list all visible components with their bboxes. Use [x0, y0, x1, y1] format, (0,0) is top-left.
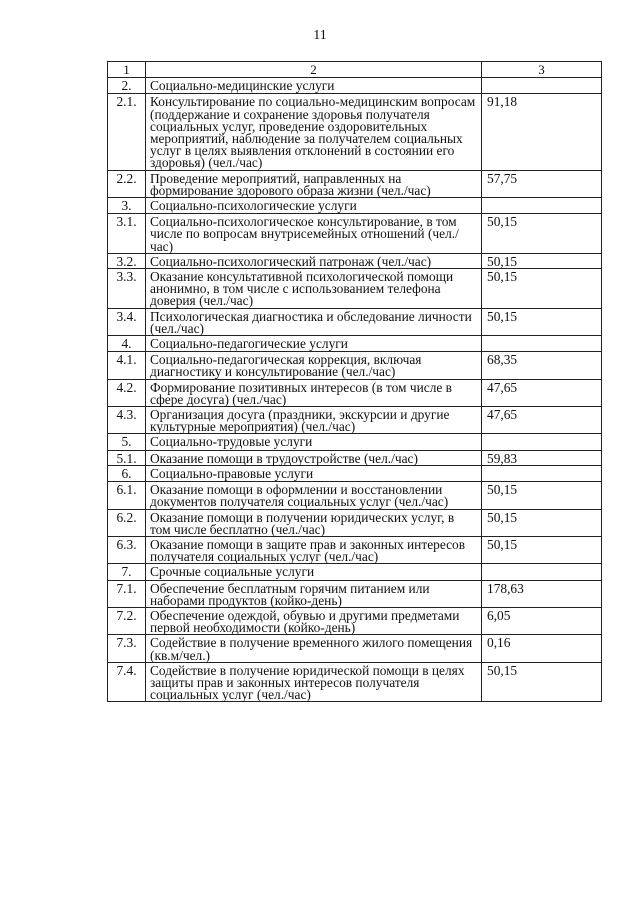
page-number: 11	[313, 28, 327, 43]
row-number-cell: 7.1.	[108, 580, 146, 607]
table-row	[108, 450, 602, 465]
table-row	[108, 662, 602, 702]
row-value-cell	[482, 198, 602, 214]
section-row	[108, 198, 602, 214]
row-value-cell: 57,75	[482, 170, 602, 197]
row-value-cell: 50,15	[482, 253, 602, 268]
row-number-cell: 3.	[108, 198, 146, 214]
table-body	[108, 78, 602, 702]
row-number-cell: 6.1.	[108, 482, 146, 509]
row-number-cell: 3.1.	[108, 214, 146, 254]
table-row	[108, 253, 602, 268]
row-number-cell: 7.2.	[108, 607, 146, 634]
row-value-cell: 0,16	[482, 635, 602, 662]
row-description-cell: Социально-медицинские услуги	[146, 78, 482, 94]
row-description-cell: Обеспечение одеждой, обувью и другими предметами первой необходимости (койко-день)	[146, 607, 482, 634]
header-cell-2: 2	[146, 62, 482, 78]
row-description-cell: Социально-психологическое консультирование, в том числе по вопросам внутрисемейных отношений (чел./час)	[146, 214, 482, 254]
row-number-cell: 6.	[108, 465, 146, 481]
row-number-cell: 4.1.	[108, 352, 146, 379]
table-header-row	[108, 62, 602, 78]
row-value-cell: 6,05	[482, 607, 602, 634]
row-value-cell: 50,15	[482, 269, 602, 309]
row-description-cell: Оказание помощи в защите прав и законных интересов получателя социальных услуг (чел./час)	[146, 536, 482, 563]
row-value-cell: 91,18	[482, 94, 602, 170]
section-row	[108, 434, 602, 450]
table-row	[108, 607, 602, 634]
table-row	[108, 635, 602, 662]
row-description-cell: Психологическая диагностика и обследование личности (чел./час)	[146, 308, 482, 335]
table-row	[108, 214, 602, 254]
row-number-cell: 2.	[108, 78, 146, 94]
row-value-cell: 50,15	[482, 509, 602, 536]
row-number-cell: 4.2.	[108, 379, 146, 406]
table-row	[108, 94, 602, 170]
row-value-cell: 50,15	[482, 536, 602, 563]
row-description-cell: Организация досуга (праздники, экскурсии и другие культурные мероприятия) (чел./час)	[146, 407, 482, 434]
row-number-cell: 4.3.	[108, 407, 146, 434]
row-number-cell: 6.3.	[108, 536, 146, 563]
row-value-cell: 50,15	[482, 214, 602, 254]
table-row	[108, 269, 602, 309]
row-description-cell: Социально-психологический патронаж (чел./час)	[146, 253, 482, 268]
row-description-cell: Оказание помощи в оформлении и восстановлении документов получателя социальных услуг (чел./час)	[146, 482, 482, 509]
row-number-cell: 5.	[108, 434, 146, 450]
row-description-cell: Обеспечение бесплатным горячим питанием или наборами продуктов (койко-день)	[146, 580, 482, 607]
row-value-cell: 178,63	[482, 580, 602, 607]
row-number-cell: 5.1.	[108, 450, 146, 465]
row-number-cell: 4.	[108, 336, 146, 352]
row-value-cell	[482, 78, 602, 94]
row-number-cell: 7.4.	[108, 662, 146, 702]
row-value-cell: 47,65	[482, 379, 602, 406]
row-value-cell	[482, 336, 602, 352]
row-value-cell: 47,65	[482, 407, 602, 434]
header-cell-1: 1	[108, 62, 146, 78]
row-value-cell: 59,83	[482, 450, 602, 465]
row-number-cell: 3.2.	[108, 253, 146, 268]
row-number-cell: 2.2.	[108, 170, 146, 197]
row-number-cell: 6.2.	[108, 509, 146, 536]
row-number-cell: 2.1.	[108, 94, 146, 170]
row-number-cell: 3.3.	[108, 269, 146, 309]
row-description-cell: Содействие в получение временного жилого помещения (кв.м/чел.)	[146, 635, 482, 662]
header-cell-3: 3	[482, 62, 602, 78]
row-number-cell: 7.	[108, 564, 146, 580]
section-row	[108, 336, 602, 352]
row-description-cell: Социально-психологические услуги	[146, 198, 482, 214]
table-row	[108, 352, 602, 379]
table-row	[108, 407, 602, 434]
row-description-cell: Формирование позитивных интересов (в том числе в сфере досуга) (чел./час)	[146, 379, 482, 406]
row-number-cell: 3.4.	[108, 308, 146, 335]
row-value-cell: 50,15	[482, 482, 602, 509]
row-description-cell: Оказание консультативной психологической помощи анонимно, в том числе с использованием телефона доверия (чел./час)	[146, 269, 482, 309]
row-number-cell: 7.3.	[108, 635, 146, 662]
row-value-cell: 68,35	[482, 352, 602, 379]
row-description-cell: Срочные социальные услуги	[146, 564, 482, 580]
table-row	[108, 170, 602, 197]
row-description-cell: Консультирование по социально-медицинским вопросам (поддержание и сохранение здоровья получателя социальных услуг, проведение оздоровительных мероприятий, наблюдение за получателем социальных услуг в целях выявления отклонений в состоянии его здоровья) (чел./час)	[146, 94, 482, 170]
row-value-cell: 50,15	[482, 308, 602, 335]
row-description-cell: Социально-педагогические услуги	[146, 336, 482, 352]
row-description-cell: Социально-трудовые услуги	[146, 434, 482, 450]
table-row	[108, 580, 602, 607]
table-row	[108, 536, 602, 563]
row-value-cell	[482, 434, 602, 450]
row-value-cell	[482, 465, 602, 481]
section-row	[108, 465, 602, 481]
row-description-cell: Оказание помощи в трудоустройстве (чел./час)	[146, 450, 482, 465]
row-description-cell: Проведение мероприятий, направленных на формирование здорового образа жизни (чел./час)	[146, 170, 482, 197]
row-value-cell	[482, 564, 602, 580]
row-description-cell: Содействие в получение юридической помощи в целях защиты прав и законных интересов получателя социальных услуг (чел./час)	[146, 662, 482, 702]
row-description-cell: Оказание помощи в получении юридических услуг, в том числе бесплатно (чел./час)	[146, 509, 482, 536]
section-row	[108, 564, 602, 580]
services-table	[107, 61, 602, 702]
table-row	[108, 482, 602, 509]
row-value-cell: 50,15	[482, 662, 602, 702]
table-row	[108, 379, 602, 406]
section-row	[108, 78, 602, 94]
table-row	[108, 509, 602, 536]
row-description-cell: Социально-правовые услуги	[146, 465, 482, 481]
row-description-cell: Социально-педагогическая коррекция, включая диагностику и консультирование (чел./час)	[146, 352, 482, 379]
table-row	[108, 308, 602, 335]
